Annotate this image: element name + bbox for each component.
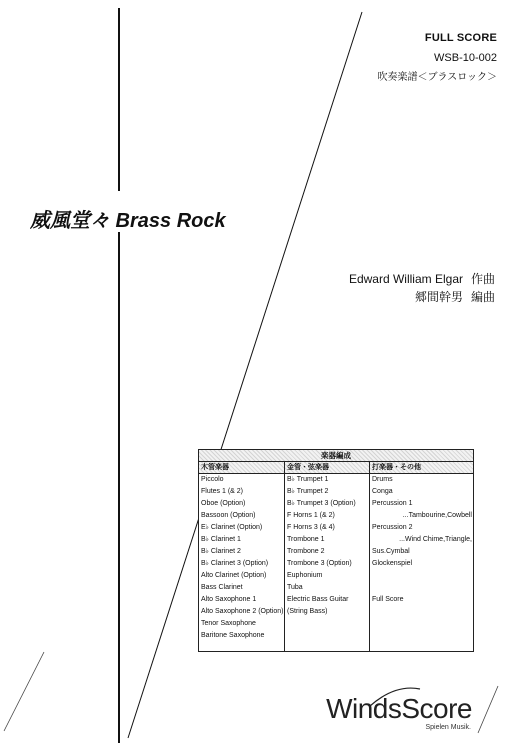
instrument-item: B♭ Clarinet 2 [201,548,241,555]
percussion-column [370,462,473,652]
instrumentation-heading: 楽器編成 [199,450,473,462]
blank-row [370,582,473,594]
column-header: 木管楽器 [199,462,284,474]
full-score-label: FULL SCORE [424,32,497,44]
brass-column [285,462,370,652]
column-header: 打楽器・その他 [370,462,473,474]
instrument-item: Piccolo [201,476,224,483]
instrument-item: Baritone Saxophone [201,632,265,639]
instrument-item: Trombone 1 [287,536,325,543]
instrument-item: Tenor Saxophone [201,620,256,627]
publisher-tagline: Spielen Musik. [425,724,471,731]
instrument-item: Percussion 1 [372,500,413,507]
instrument-item: (String Bass) [287,608,328,615]
composer-line [300,270,495,287]
instrument-item: Oboe (Option) [201,500,246,507]
blank-row [370,570,473,582]
instrument-item: Tuba [287,584,303,591]
instrumentation-table [198,449,474,652]
publisher-logo: WindsScore [326,693,472,724]
instrument-item: Percussion 2 [372,524,413,531]
instrument-item: Euphonium [287,572,323,579]
instrument-item: F Horns 1 (& 2) [287,512,335,519]
composer-role: 作曲 [470,272,495,286]
genre-subtitle: 吹奏楽譜＜ブラスロック＞ [377,72,497,83]
instrument-item: Drums [372,476,393,483]
arranger-name: 郷間幹男 [414,290,463,304]
instrument-item: F Horns 3 (& 4) [287,524,335,531]
instrument-item: Alto Clarinet (Option) [201,572,267,579]
instrument-item: Glockenspiel [372,560,413,567]
column-header: 金管・弦楽器 [285,462,369,474]
instrument-item: Alto Saxophone 2 (Option) [201,608,284,615]
instrument-item: B♭ Clarinet 3 (Option) [201,560,269,567]
arranger-role: 編曲 [470,290,495,304]
score-title: 威風堂々 Brass Rock [30,210,226,232]
instrument-item: Conga [372,488,393,495]
instrument-item: B♭ Trumpet 1 [287,476,329,483]
woodwind-column [199,462,285,652]
diagonal-line-right [478,686,498,733]
instrument-subitem: ...Wind Chime,Triangle, [399,536,472,543]
instrument-item: Trombone 2 [287,548,325,555]
instrument-item: E♭ Clarinet (Option) [201,524,263,531]
instrument-item: Alto Saxophone 1 [201,596,257,603]
instrument-item: Flutes 1 (& 2) [201,488,244,495]
catalog-code: WSB-10-002 [434,52,497,64]
instrument-item: Full Score [372,596,404,603]
instrument-item: B♭ Trumpet 2 [287,488,329,495]
instrument-subitem: ...Tambourine,Cowbell [402,512,472,519]
instrument-item: Bass Clarinet [201,584,243,591]
instrument-item: Electric Bass Guitar [287,596,349,603]
composer-name: Edward William Elgar [348,272,463,286]
instrument-item: B♭ Trumpet 3 (Option) [287,500,356,507]
instrument-item: B♭ Clarinet 1 [201,536,241,543]
diagonal-line-left [4,652,44,731]
instrument-item: Sus.Cymbal [372,548,410,555]
instrument-item: Trombone 3 (Option) [287,560,352,567]
arranger-line [300,288,495,305]
instrument-item: Bassoon (Option) [201,512,256,519]
